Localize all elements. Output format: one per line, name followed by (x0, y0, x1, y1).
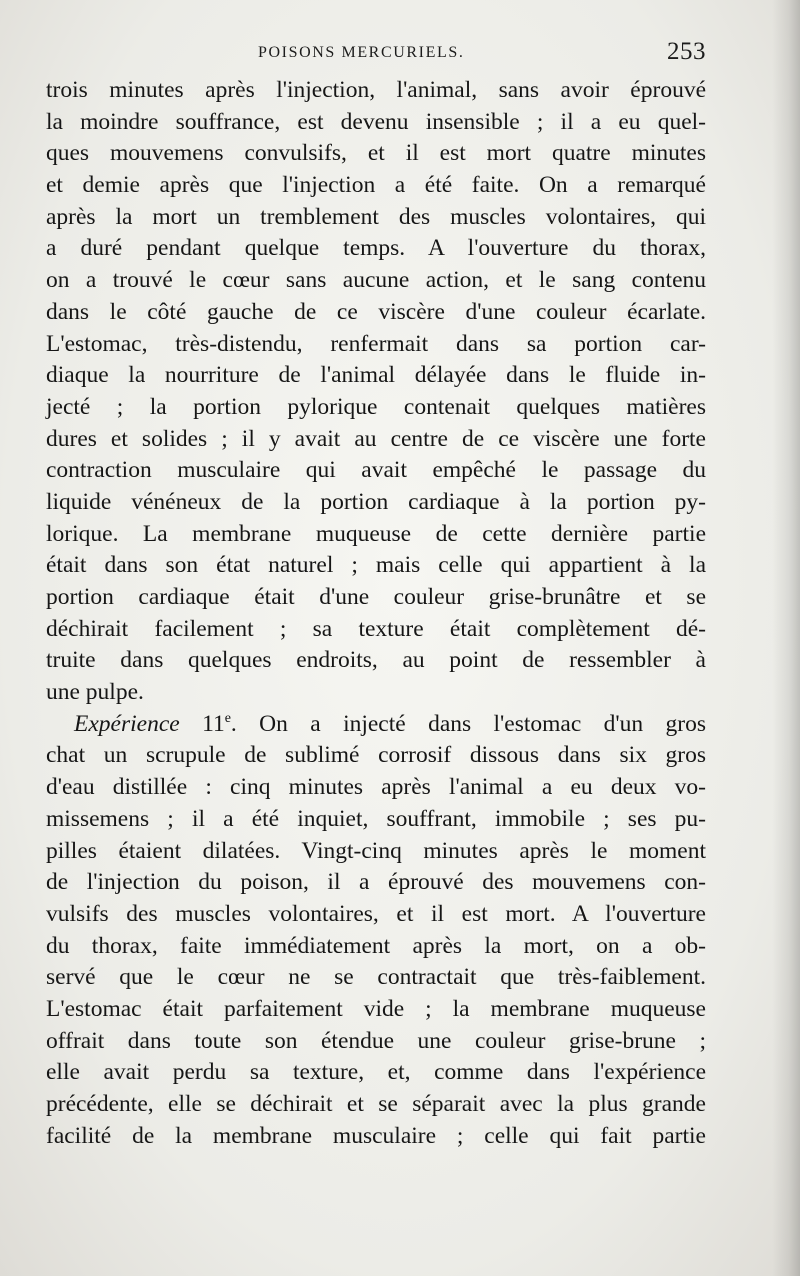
text-line: liquide vénéneux de la portion cardiaque à la portion py- (46, 488, 706, 515)
experience-superscript: e (224, 710, 231, 726)
body-text (46, 75, 706, 1152)
text-line: la moindre souffrance, est devenu insensible ; il a eu quel- (46, 108, 706, 135)
experience-heading: Expérience (74, 710, 180, 737)
text-line: ques mouvemens convulsifs, et il est mort quatre minutes (46, 140, 706, 167)
text-line: servé que le cœur ne se contractait que très-faiblement. (46, 964, 706, 991)
text-line: diaque la nourriture de l'animal délayée dans le fluide in- (46, 362, 706, 389)
text-line: d'eau distillée : cinq minutes après l'animal a eu deux vo- (46, 774, 706, 801)
page-edge-shadow (772, 0, 800, 1276)
paragraph-2 (46, 709, 706, 1153)
text-line: dures et solides ; il y avait au centre de ce viscère une forte (46, 425, 706, 452)
text-line: et demie après que l'injection a été faite. On a remarqué (46, 172, 706, 199)
text-line: vulsifs des muscles volontaires, et il est mort. A l'ouverture (46, 900, 706, 927)
text-line (46, 709, 706, 741)
text-line: après la mort un tremblement des muscles volontaires, qui (46, 203, 706, 230)
text-line: chat un scrupule de sublimé corrosif dissous dans six gros (46, 742, 706, 769)
text-line: précédente, elle se déchirait et se séparait avec la plus grande (46, 1091, 706, 1117)
text-line: était dans son état naturel ; mais celle qui appartient à la (46, 552, 706, 579)
text-line: déchirait facilement ; sa texture était complètement dé- (46, 615, 706, 642)
text-line: dans le côté gauche de ce viscère d'une couleur écarlate. (46, 298, 706, 325)
text-line: une pulpe. (46, 679, 144, 706)
text-line: offrait dans toute son étendue une couleur grise-brune ; (46, 1027, 706, 1054)
text-line: L'estomac, très-distendu, renfermait dans sa portion car- (46, 330, 706, 357)
text-line: truite dans quelques endroits, au point de ressembler à (46, 647, 706, 674)
text-line: a duré pendant quelque temps. A l'ouverture du thorax, (46, 235, 706, 262)
text-line: de l'injection du poison, il a éprouvé des mouvemens con- (46, 869, 706, 896)
text-line: L'estomac était parfaitement vide ; la membrane muqueuse (46, 995, 706, 1022)
text-line: lorique. La membrane muqueuse de cette dernière partie (46, 520, 706, 547)
text-line: du thorax, faite immédiatement après la mort, on a ob- (46, 932, 706, 959)
page-number: 253 (667, 38, 706, 65)
page-header (40, 38, 706, 68)
text-line: trois minutes après l'injection, l'animal, sans avoir éprouvé (46, 77, 706, 103)
text-line: portion cardiaque était d'une couleur grise-brunâtre et se (46, 584, 706, 610)
experience-first-line: . On a injecté dans l'estomac d'un gros (230, 710, 706, 737)
text-line: on a trouvé le cœur sans aucune action, et le sang contenu (46, 267, 706, 294)
text-line: pilles étaient dilatées. Vingt-cinq minutes après le moment (46, 837, 706, 864)
text-line: facilité de la membrane musculaire ; celle qui fait partie (46, 1122, 706, 1149)
experience-numeral: 11 (202, 710, 225, 737)
text-line: contraction musculaire qui avait empêché le passage du (46, 457, 706, 484)
running-head: POISONS MERCURIELS. (258, 44, 465, 61)
text-line: missemens ; il a été inquiet, souffrant, immobile ; ses pu- (46, 805, 706, 832)
text-line: elle avait perdu sa texture, et, comme dans l'expérience (46, 1059, 706, 1086)
text-line: jecté ; la portion pylorique contenait quelques matières (46, 393, 706, 420)
paragraph-1 (46, 75, 706, 709)
